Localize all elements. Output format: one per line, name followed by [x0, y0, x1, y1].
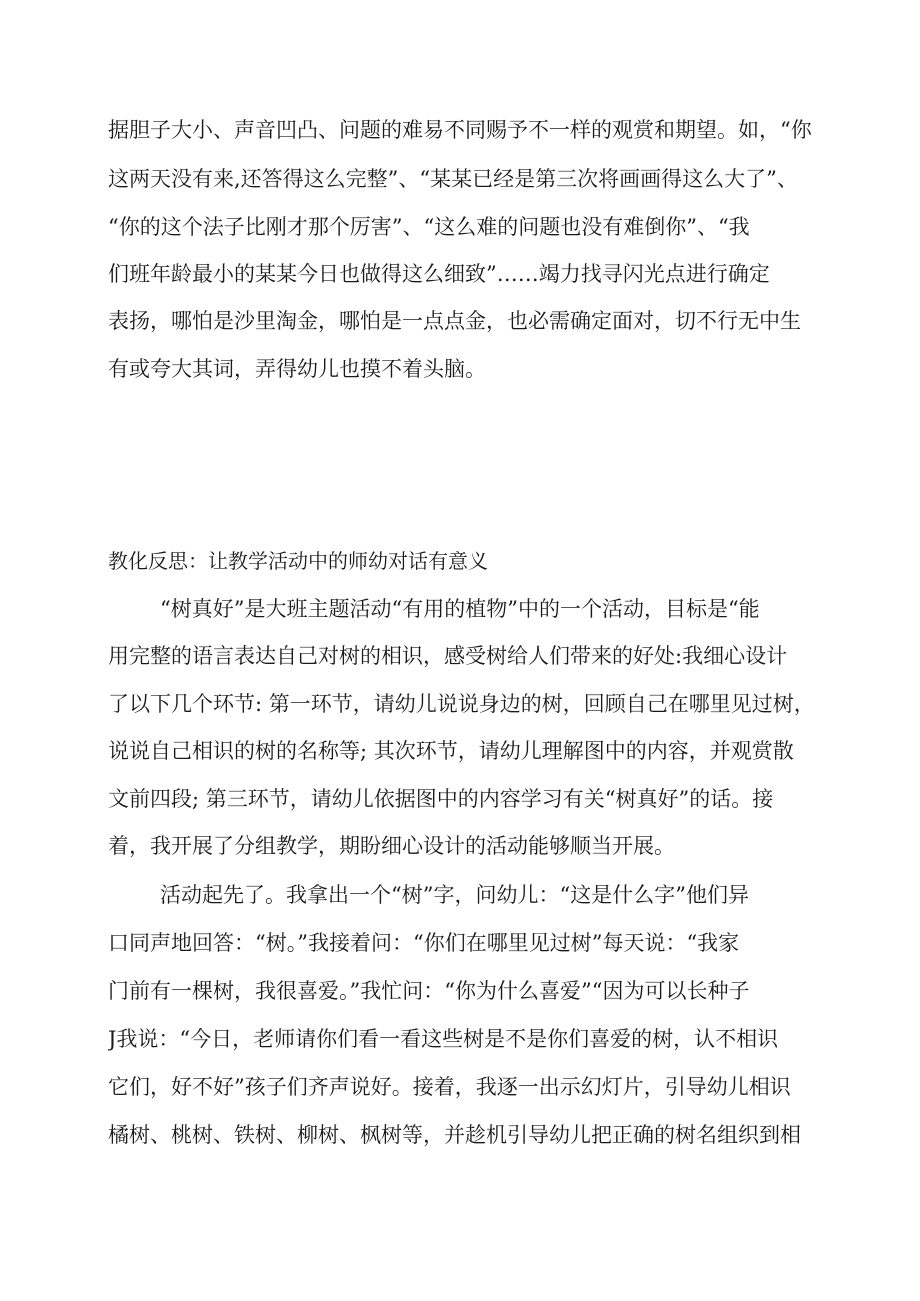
intro-line-4: 们班年龄最小的某某今日也做得这么细致”……竭力找寻闪光点进行确定 [108, 262, 770, 286]
paragraph2-line-5: 它们，好不好”孩子们齐声说好。接着，我逐一出示幻灯片，引导幼儿相识 [108, 1075, 791, 1099]
section-title: 教化反思：让教学活动中的师幼对话有意义 [108, 549, 488, 573]
paragraph1-line-6: 着，我开展了分组教学，期盼细心设计的活动能够顺当开展。 [108, 834, 675, 858]
paragraph1-line-3: 了以下几个环节: 第一环节，请幼儿说说身边的树，回顾自己在哪里见过树， [108, 692, 815, 716]
intro-line-1: 据胆子大小、声音凹凸、问题的难易不同赐予不一样的观赏和期望。如，“你 [108, 118, 812, 142]
intro-line-5: 表扬，哪怕是沙里淘金，哪怕是一点点金，也必需确定面对，切不行无中生 [108, 309, 801, 333]
paragraph2-line-1: 活动起先了。我拿出一个“树”字，问幼儿：“这是什么字”他们异 [160, 883, 749, 907]
paragraph1-line-4: 说说自己相识的树的名称等; 其次环节，请幼儿理解图中的内容，并观赏散 [108, 739, 794, 763]
paragraph1-line-2: 用完整的语言表达自己对树的相识，感受树给人们带来的好处:我细心设计 [108, 644, 788, 668]
paragraph2-line-2: 口同声地回答：“树。”我接着问：“你们在哪里见过树”每天说：“我家 [108, 931, 740, 955]
intro-line-2: 这两天没有来,还答得这么完整”、“某某已经是第三次将画画得这么大了”、 [108, 167, 798, 191]
paragraph2-line-6: 橘树、桃树、铁树、柳树、枫树等，并趁机引导幼儿把正确的树名组织到相 [108, 1123, 801, 1147]
paragraph1-line-5: 文前四段; 第三环节，请幼儿依据图中的内容学习有关“树真好”的话。接 [108, 787, 774, 811]
intro-line-3: “你的这个法子比刚才那个厉害”、“这么难的问题也没有难倒你”、“我 [108, 215, 750, 239]
paragraph1-line-1: “树真好”是大班主题活动“有用的植物”中的一个活动，目标是“能 [160, 597, 760, 621]
paragraph2-line-3: 门前有一棵树，我很喜爱。”我忙问：“你为什么喜爱”“因为可以长种子 [108, 979, 750, 1003]
paragraph2-line-4: J我说：“今日，老师请你们看一看这些树是不是你们喜爱的树，认不相识 [108, 1027, 779, 1051]
intro-line-6: 有或夸大其词，弄得幼儿也摸不着头脑。 [108, 357, 486, 381]
